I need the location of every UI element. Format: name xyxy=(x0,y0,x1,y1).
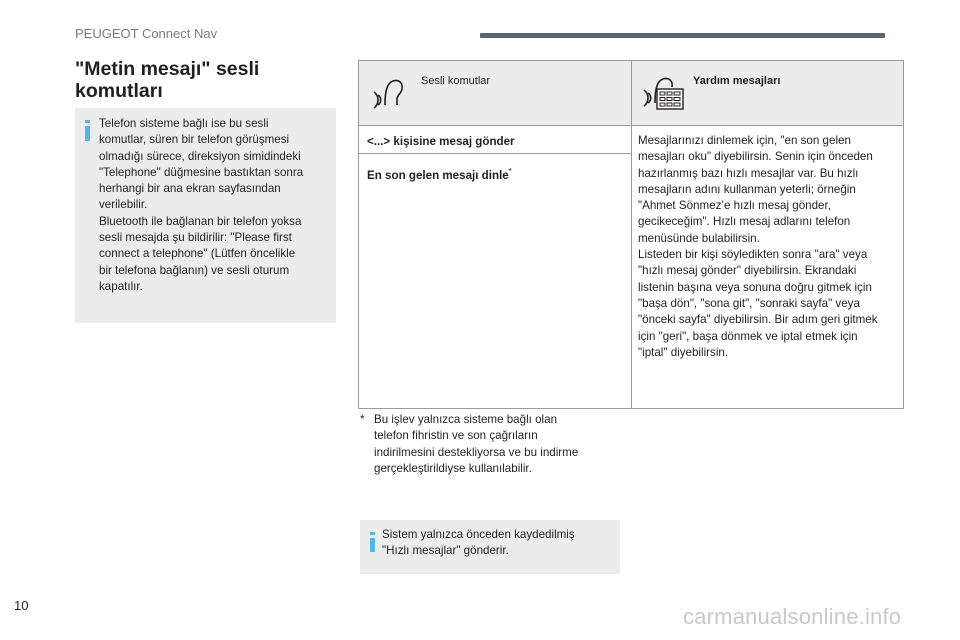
column-header-commands: Sesli komutlar xyxy=(421,75,491,87)
info-box-text: Sistem yalnızca önceden kaydedilmiş "Hızlı mesajlar" gönderir. xyxy=(382,528,575,558)
watermark: carmanualsonline.info xyxy=(683,604,902,629)
page-number: 10 xyxy=(14,598,29,613)
info-box-quick-messages xyxy=(360,520,620,574)
footnote-asterisk: * xyxy=(360,413,365,426)
column-divider xyxy=(631,61,632,408)
row-divider xyxy=(359,153,631,154)
section-title: "Metin mesajı" sesli komutları xyxy=(75,58,260,102)
command-listen-last-message xyxy=(367,164,512,184)
voice-command-table xyxy=(358,60,904,409)
header-bar xyxy=(480,33,885,38)
info-box-text: Telefon sisteme bağlı ise bu sesli komutlar, süren bir telefon görüşmesi olmadığı sürece, direksiyon simidindeki "Telephone" düğmesine bastıktan sonra herhangi bir ana ekran sayfasından verilebilir. Bluetooth ile bağlanan bir telefon yoksa sesli mesajda şu bildirilir: "Please first connect a telephone" (Lütfen öncelikle bir telefona bağlanın) ve sesli oturum kapatılır. xyxy=(99,117,304,293)
command-listen-last-message-label: En son gelen mesajı dinle xyxy=(367,168,509,182)
help-message-icon xyxy=(641,69,687,113)
column-header-help: Yardım mesajları xyxy=(693,75,781,87)
command-send-message: <...> kişisine mesaj gönder xyxy=(367,135,515,148)
help-message-text: Mesajlarınızı dinlemek için, "en son gelen mesajları oku" diyebilirsin. Senin için önceden hazırlanmış bazı hızlı mesajlar var. Bu hızlı mesajların adını kullanman yeterli; örneğin "Ahmet Sönmez’e hızlı mesaj gönder, gecikeceğim". Hızlı mesaj adlarını telefon menüsünde bulabilirsin. Listeden bir kişi söyledikten sonra "ara" veya "hızlı mesaj gönder" diyebilirsin. Ekrandaki listenin başına veya sonuna doğru gitmek için "başa dön", "sona git", "sonraki sayfa" veya "önceki sayfa" diyebilirsin. Bir adım geri gitmek için "geri", başa dönmek ve iptal etmek için "iptal" diyebilirsin. xyxy=(638,134,878,359)
info-box xyxy=(75,108,336,323)
voice-command-icon xyxy=(371,71,407,111)
footnote-text: Bu işlev yalnızca sisteme bağlı olan telefon fihristin ve son çağrıların indirilmesini destekliyorsa ve bu indirme gerçekleştirildiyse kullanılabilir. xyxy=(374,413,579,475)
running-header: PEUGEOT Connect Nav xyxy=(75,26,218,41)
footnote-mark: * xyxy=(508,167,512,176)
